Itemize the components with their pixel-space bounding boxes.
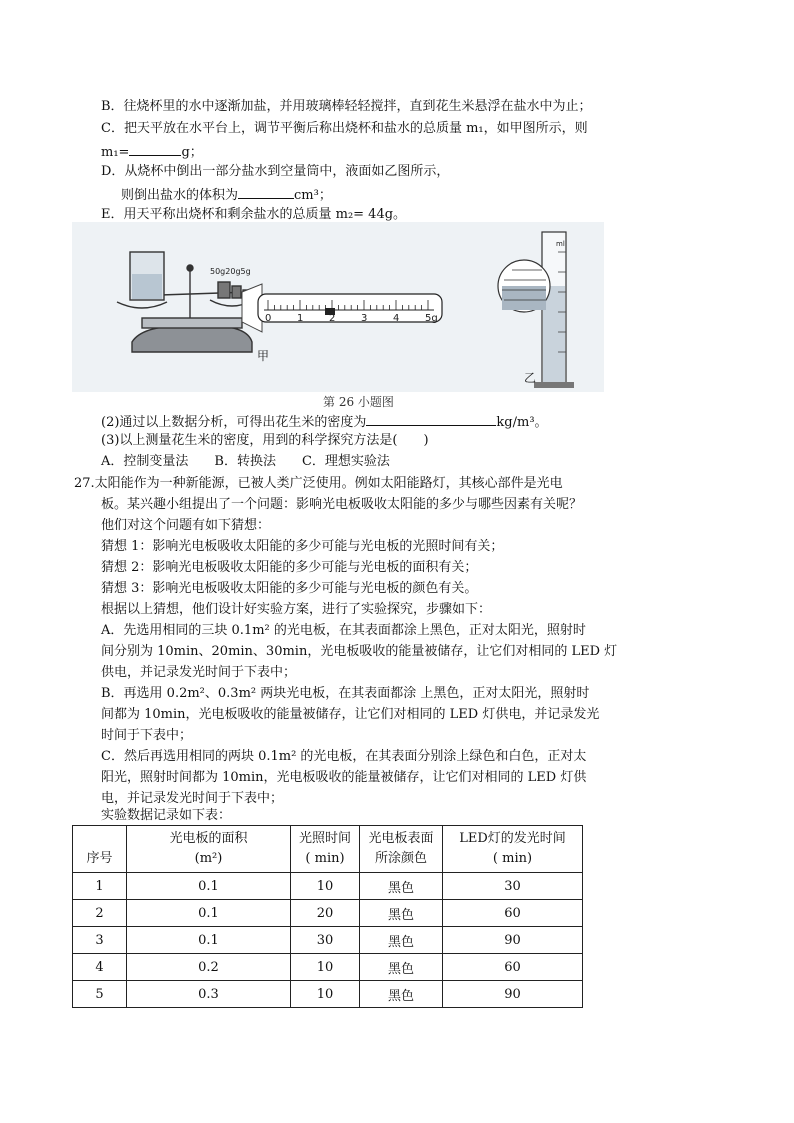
q27-line3: 他们对这个问题有如下猜想：	[101, 518, 271, 533]
volume-blank[interactable]	[238, 185, 294, 199]
header-area: 光电板的面积 (m²)	[127, 826, 291, 873]
step-c-line2	[101, 142, 203, 161]
q27-line2: 板。某兴趣小组提出了一个问题：影响光电板吸收太阳能的多少与哪些因素有关呢？	[101, 497, 583, 512]
cylinder-unit: ml	[556, 240, 565, 248]
table-row: 1 0.1 10 黑色 30	[73, 873, 583, 900]
volume-label: 则倒出盐水的体积为	[121, 188, 239, 203]
step-a-line1: A．先选用相同的三块 0.1m² 的光电板，在其表面都涂上黑色，正对太阳光，照射时	[101, 623, 586, 638]
guess-3: 猜想 3：影响光电板吸收太阳能的多少可能与光电板的颜色有关。	[101, 581, 478, 596]
step-d-line1: D．从烧杯中倒出一部分盐水到空量筒中，液面如乙图所示，	[101, 164, 450, 179]
step-e: E．用天平称出烧杯和剩余盐水的总质量 m₂= 44g。	[101, 207, 407, 222]
table-row: 4 0.2 10 黑色 60	[73, 954, 583, 981]
experiment-figure	[72, 222, 604, 408]
guess-1: 猜想 1：影响光电板吸收太阳能的多少可能与光电板的光照时间有关；	[101, 539, 504, 554]
step-c2-line1: C．然后再选用相同的两块 0.1m² 的光电板，在其表面分别涂上绿色和白色，正对太	[101, 749, 587, 764]
table-row: 5 0.3 10 黑色 90	[73, 981, 583, 1008]
weights-label: 50g20g5g	[210, 267, 251, 276]
question-3: (3)以上测量花生米的密度，用到的科学探究方法是( )	[101, 433, 429, 448]
table-row: 2 0.1 20 黑色 60	[73, 900, 583, 927]
density-unit: kg/m³。	[496, 415, 548, 430]
header-index: 序号	[73, 826, 127, 873]
table-intro: 实验数据记录如下表：	[101, 808, 232, 823]
question-2	[101, 412, 548, 431]
scale-tick-label: 1	[297, 313, 304, 324]
step-b2-line2: 间都为 10min，光电板吸收的能量被储存，让它们对相同的 LED 灯供电，并记录发光	[101, 707, 600, 722]
scale-tick-label: 2	[329, 313, 336, 324]
m1-label: m₁=	[101, 145, 130, 160]
header-color: 光电板表面 所涂颜色	[360, 826, 443, 873]
step-c2-line2: 阳光，照射时间都为 10min，光电板吸收的能量被储存，让它们对相同的 LED 灯供	[101, 770, 587, 785]
volume-unit: cm³；	[294, 188, 332, 203]
m1-unit: g；	[181, 145, 203, 160]
step-c2-line3: 电，并记录发光时间于下表中；	[101, 791, 284, 806]
plan-intro: 根据以上猜想，他们设计好实验方案，进行了实验探究，步骤如下：	[101, 602, 492, 617]
figure-caption: 第 26 小题图	[323, 395, 394, 409]
step-d-line2	[121, 185, 332, 204]
header-light-time: 光照时间 ( min)	[291, 826, 360, 873]
table-row: 3 0.1 30 黑色 90	[73, 927, 583, 954]
experiment-data-table	[72, 825, 583, 1008]
question-3-options: A．控制变量法 B．转换法 C．理想实验法	[101, 454, 390, 469]
scale-tick-label: 3	[361, 313, 368, 324]
scale-tick-label: 4	[393, 313, 400, 324]
density-label: (2)通过以上数据分析，可得出花生米的密度为	[101, 415, 367, 430]
figure-label-jia: 甲	[257, 349, 270, 363]
step-b2-line3: 时间于下表中；	[101, 728, 193, 743]
step-b: B．往烧杯里的水中逐渐加盐，并用玻璃棒轻轻搅拌，直到花生米悬浮在盐水中为止；	[101, 99, 592, 114]
figure-label-yi: 乙	[524, 371, 537, 385]
step-b2-line1: B．再选用 0.2m²、0.3m² 两块光电板，在其表面都涂 上黑色，正对太阳光，照射时	[101, 686, 590, 701]
scale-tick-label: 0	[265, 313, 272, 324]
table-header-row	[73, 826, 583, 873]
step-a-line2: 间分别为 10min、20min、30min，光电板吸收的能量被储存，让它们对相同的 LED 灯	[101, 644, 618, 659]
header-led-time: LED灯的发光时间 ( min)	[443, 826, 583, 873]
scale-tick-label: 5g	[425, 313, 438, 324]
density-blank[interactable]	[366, 412, 496, 426]
guess-2: 猜想 2：影响光电板吸收太阳能的多少可能与光电板的面积有关；	[101, 560, 478, 575]
step-c-line1: C．把天平放在水平台上，调节平衡后称出烧杯和盐水的总质量 m₁，如甲图所示，则	[101, 121, 588, 136]
q27-line1: 27.太阳能作为一种新能源，已被人类广泛使用。例如太阳能路灯，其核心部件是光电	[74, 476, 563, 491]
m1-blank[interactable]	[129, 142, 181, 156]
step-a-line3: 供电，并记录发光时间于下表中；	[101, 665, 297, 680]
